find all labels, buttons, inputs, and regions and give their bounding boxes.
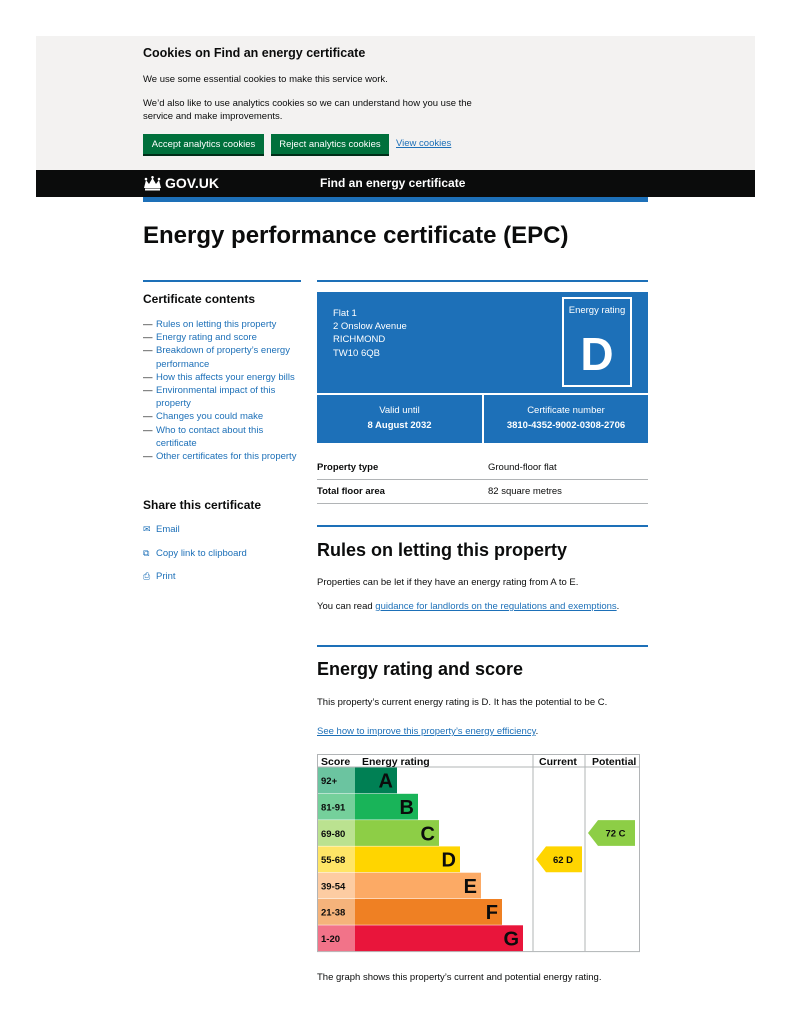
- contents-item[interactable]: — Rules on letting this property: [143, 319, 277, 330]
- contents-item[interactable]: — Other certificates for this property: [143, 451, 297, 463]
- letting-guidance-prefix: You can read: [317, 601, 376, 612]
- contents-link-contact[interactable]: Who to contact about this certificate: [156, 424, 264, 449]
- govuk-logo-link[interactable]: GOV.UK: [165, 175, 219, 191]
- cookie-banner-text-analytics: We’d also like to use analytics cookies so we can understand how you use the service and make improvements.: [143, 98, 472, 122]
- contents-item[interactable]: — Changes you could make: [143, 411, 264, 423]
- property-address: [333, 307, 407, 360]
- service-name-link[interactable]: Find an energy certificate: [320, 176, 466, 190]
- reject-cookies-button[interactable]: Reject analytics cookies: [271, 134, 389, 154]
- valid-until-label: Valid until: [379, 405, 420, 416]
- certificate-summary: [317, 292, 648, 393]
- chart-header-label: Energy rating: [362, 756, 430, 768]
- contents-link-changes[interactable]: Changes you could make: [156, 411, 264, 423]
- score-band-label: 69-80: [321, 828, 346, 840]
- letting-text: Properties can be let if they have an energy rating from A to E.: [317, 577, 579, 588]
- share-email-link[interactable]: [143, 524, 180, 535]
- contents-link-environment[interactable]: Environmental impact of this property: [156, 385, 276, 410]
- letting-guidance-suffix: .: [616, 601, 620, 612]
- potential-rating-arrow-label: 72 C: [605, 828, 626, 840]
- floor-area-value: 82 square metres: [488, 486, 562, 497]
- floor-area-row: [317, 480, 648, 504]
- improve-link-suffix: .: [535, 726, 539, 737]
- print-label: Print: [156, 571, 176, 582]
- contents-item[interactable]: — Environmental impact of this property: [143, 385, 276, 410]
- valid-until-date: 8 August 2032: [367, 420, 432, 431]
- section-divider: [317, 645, 648, 647]
- accept-cookies-button[interactable]: Accept analytics cookies: [143, 134, 264, 154]
- contents-item[interactable]: — Who to contact about this certificate: [143, 424, 264, 449]
- certificate-number: 3810-4352-9002-0308-2706: [506, 420, 626, 431]
- property-type-label: Property type: [317, 462, 379, 473]
- share-email-label: Email: [156, 524, 180, 535]
- rating-bar-letter: E: [463, 875, 477, 898]
- letting-guidance-text: [317, 601, 619, 612]
- share-heading: Share this certificate: [143, 498, 262, 512]
- improve-efficiency-link[interactable]: See how to improve this property’s energy efficiency: [317, 726, 536, 737]
- score-band-label: 55-68: [321, 855, 346, 867]
- contents-list: [143, 318, 303, 463]
- address-line: TW10 6QB: [333, 347, 380, 359]
- print-icon: ⎙: [143, 571, 151, 581]
- score-band-label: 92+: [321, 776, 338, 788]
- view-cookies-link[interactable]: View cookies: [396, 138, 452, 149]
- improve-text: [317, 726, 538, 737]
- contents-link-rating[interactable]: Energy rating and score: [156, 332, 257, 344]
- energy-rating-label: Energy rating: [568, 305, 626, 316]
- chart-caption: The graph shows this property’s current and potential energy rating.: [317, 972, 602, 983]
- sidebar-divider: [143, 280, 301, 282]
- certificate-number-box: [484, 395, 648, 443]
- score-band-label: 1-20: [321, 933, 341, 945]
- contents-item[interactable]: — How this affects your energy bills: [143, 371, 295, 383]
- cookie-banner-text: We use some essential cookies to make this service work.: [143, 74, 388, 85]
- rating-bar: [355, 873, 481, 899]
- property-type-row: [317, 456, 648, 480]
- email-icon: ✉: [143, 524, 151, 534]
- rating-bar-letter: B: [399, 796, 414, 819]
- rating-bar-letter: F: [485, 902, 498, 925]
- address-line: Flat 1: [333, 308, 357, 319]
- energy-rating-chart: [317, 754, 641, 953]
- certificate-number-label: Certificate number: [527, 405, 605, 416]
- copy-link-label: Copy link to clipboard: [156, 548, 247, 559]
- valid-until-box: [317, 395, 482, 443]
- rating-bar: [355, 899, 502, 925]
- contents-link-other[interactable]: Other certificates for this property: [156, 451, 297, 463]
- chart-header-label: Current: [539, 756, 577, 768]
- energy-rating-heading: Energy rating and score: [317, 659, 524, 679]
- page-title: Energy performance certificate (EPC): [143, 222, 569, 249]
- energy-rating-box: [562, 297, 632, 387]
- cookie-banner-title: Cookies on Find an energy certificate: [143, 46, 366, 60]
- clipboard-icon: ⧉: [143, 548, 150, 558]
- rating-bar-letter: A: [378, 770, 393, 793]
- rating-bar-letter: G: [503, 928, 519, 951]
- address-line: RICHMOND: [333, 334, 386, 346]
- header-underline: [143, 197, 648, 202]
- crown-icon[interactable]: [143, 176, 162, 191]
- contents-link-bills[interactable]: How this affects your energy bills: [156, 371, 295, 383]
- contents-link-letting[interactable]: Rules on letting this property: [156, 319, 277, 330]
- chart-header-label: Potential: [592, 756, 637, 768]
- rating-bar: [355, 925, 523, 951]
- score-band-label: 39-54: [321, 881, 346, 893]
- chart-header-label: Score: [321, 756, 351, 768]
- print-button[interactable]: [143, 571, 176, 582]
- section-divider: [317, 525, 648, 527]
- score-band-label: 81-91: [321, 802, 346, 814]
- landlord-guidance-link[interactable]: guidance for landlords on the regulations and exemptions: [375, 601, 617, 612]
- energy-rating-letter: D: [580, 328, 614, 380]
- main-divider: [317, 280, 648, 282]
- copy-link-button[interactable]: [143, 548, 247, 559]
- address-line: 2 Onslow Avenue: [333, 321, 407, 333]
- site-header: [36, 170, 755, 197]
- score-band-label: 21-38: [321, 907, 346, 919]
- contents-link-breakdown[interactable]: Breakdown of property’s energy performance: [156, 345, 290, 370]
- floor-area-label: Total floor area: [317, 486, 385, 497]
- current-rating-arrow-label: 62 D: [552, 854, 574, 866]
- property-type-value: Ground-floor flat: [488, 462, 557, 473]
- rating-bar-letter: C: [420, 823, 435, 846]
- contents-item[interactable]: — Breakdown of property’s energy performance: [143, 345, 290, 370]
- cookie-banner: [36, 36, 755, 170]
- contents-item[interactable]: — Energy rating and score: [143, 332, 257, 344]
- contents-heading: Certificate contents: [143, 292, 256, 306]
- letting-heading: Rules on letting this property: [317, 540, 568, 560]
- rating-bar-letter: D: [441, 849, 456, 872]
- energy-rating-text: This property’s current energy rating is D. It has the potential to be C.: [317, 697, 608, 708]
